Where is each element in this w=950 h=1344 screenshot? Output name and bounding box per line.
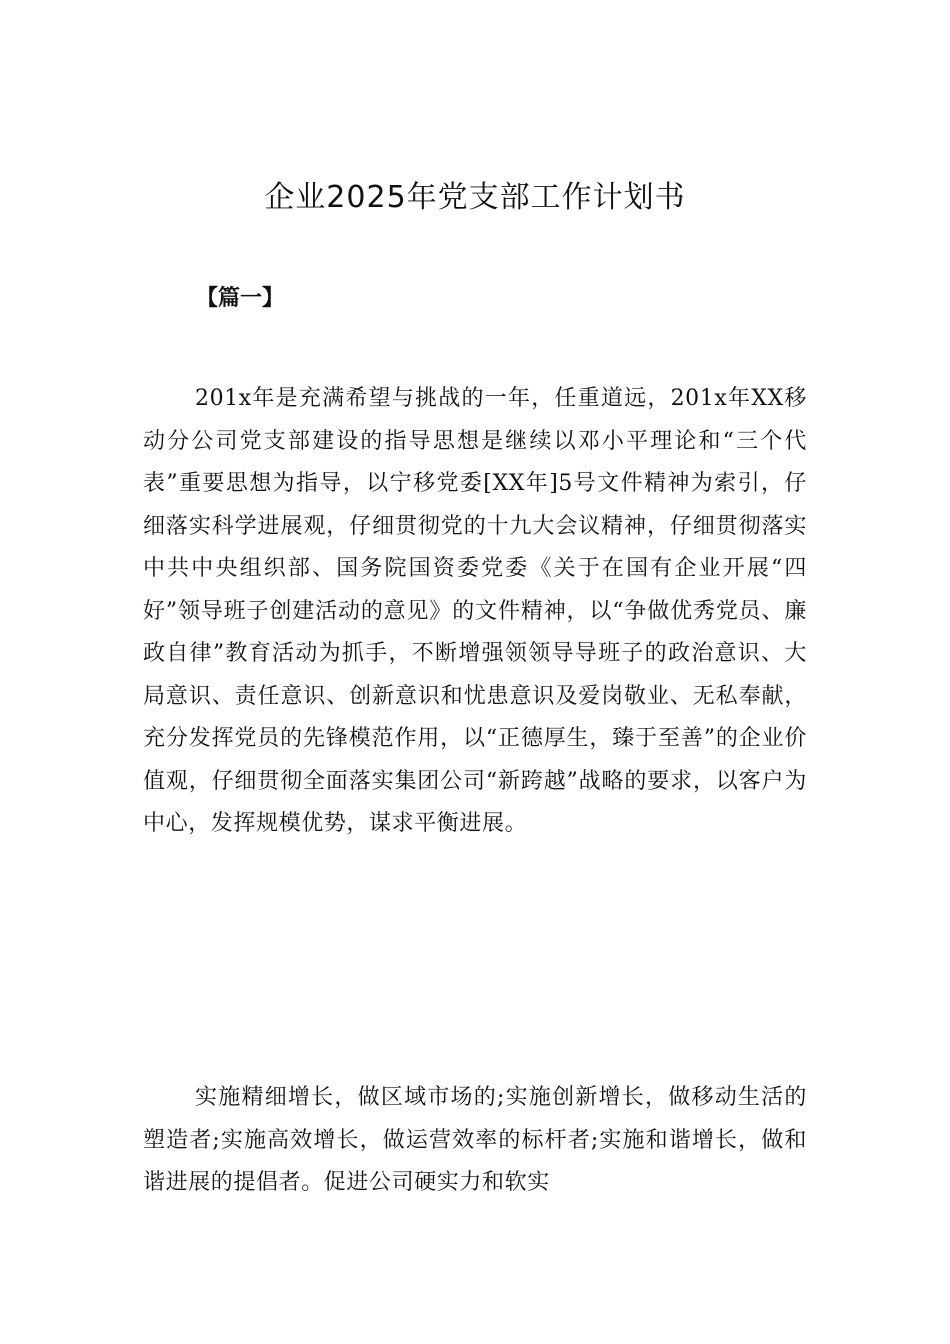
document-title: 企业2025年党支部工作计划书 bbox=[264, 180, 686, 215]
body-paragraph: 实施精细增长，做区域市场的;实施创新增长，做移动生活的塑造者;实施高效增长，做运营效率的标杆者;实施和谐增长，做和谐进展的提倡者。促进公司硬实力和软实 bbox=[143, 1085, 807, 1195]
body-paragraph: 201x年是充满希望与挑战的一年，任重道远，201x年XX移动分公司党支部建设的指导思想是继续以邓小平理论和“三个代表”重要思想为指导，以宁移党委[XX年]5号文件精神为索引，仔细落实科学进展观，仔细贯彻党的十九大会议精神，仔细贯彻落实中共中央组织部、国务院国资委党委《关于在国有企业开展“四好”领导班子创建活动的意见》的文件精神，以“争做优秀党员、廉政自律”教育活动为抓手，不断增强领领导导班子的政治意识、大局意识、责任意识、创新意识和忧患意识及爱岗敬业、无私奉献，充分发挥党员的先锋模范作用，以“正德厚生，臻于至善”的企业价值观，仔细贯彻全面落实集团公司“新跨越”战略的要求，以客户为中心，发挥规模优势，谋求平衡进展。 bbox=[143, 386, 807, 836]
section-label: 【篇一】 bbox=[196, 286, 285, 311]
